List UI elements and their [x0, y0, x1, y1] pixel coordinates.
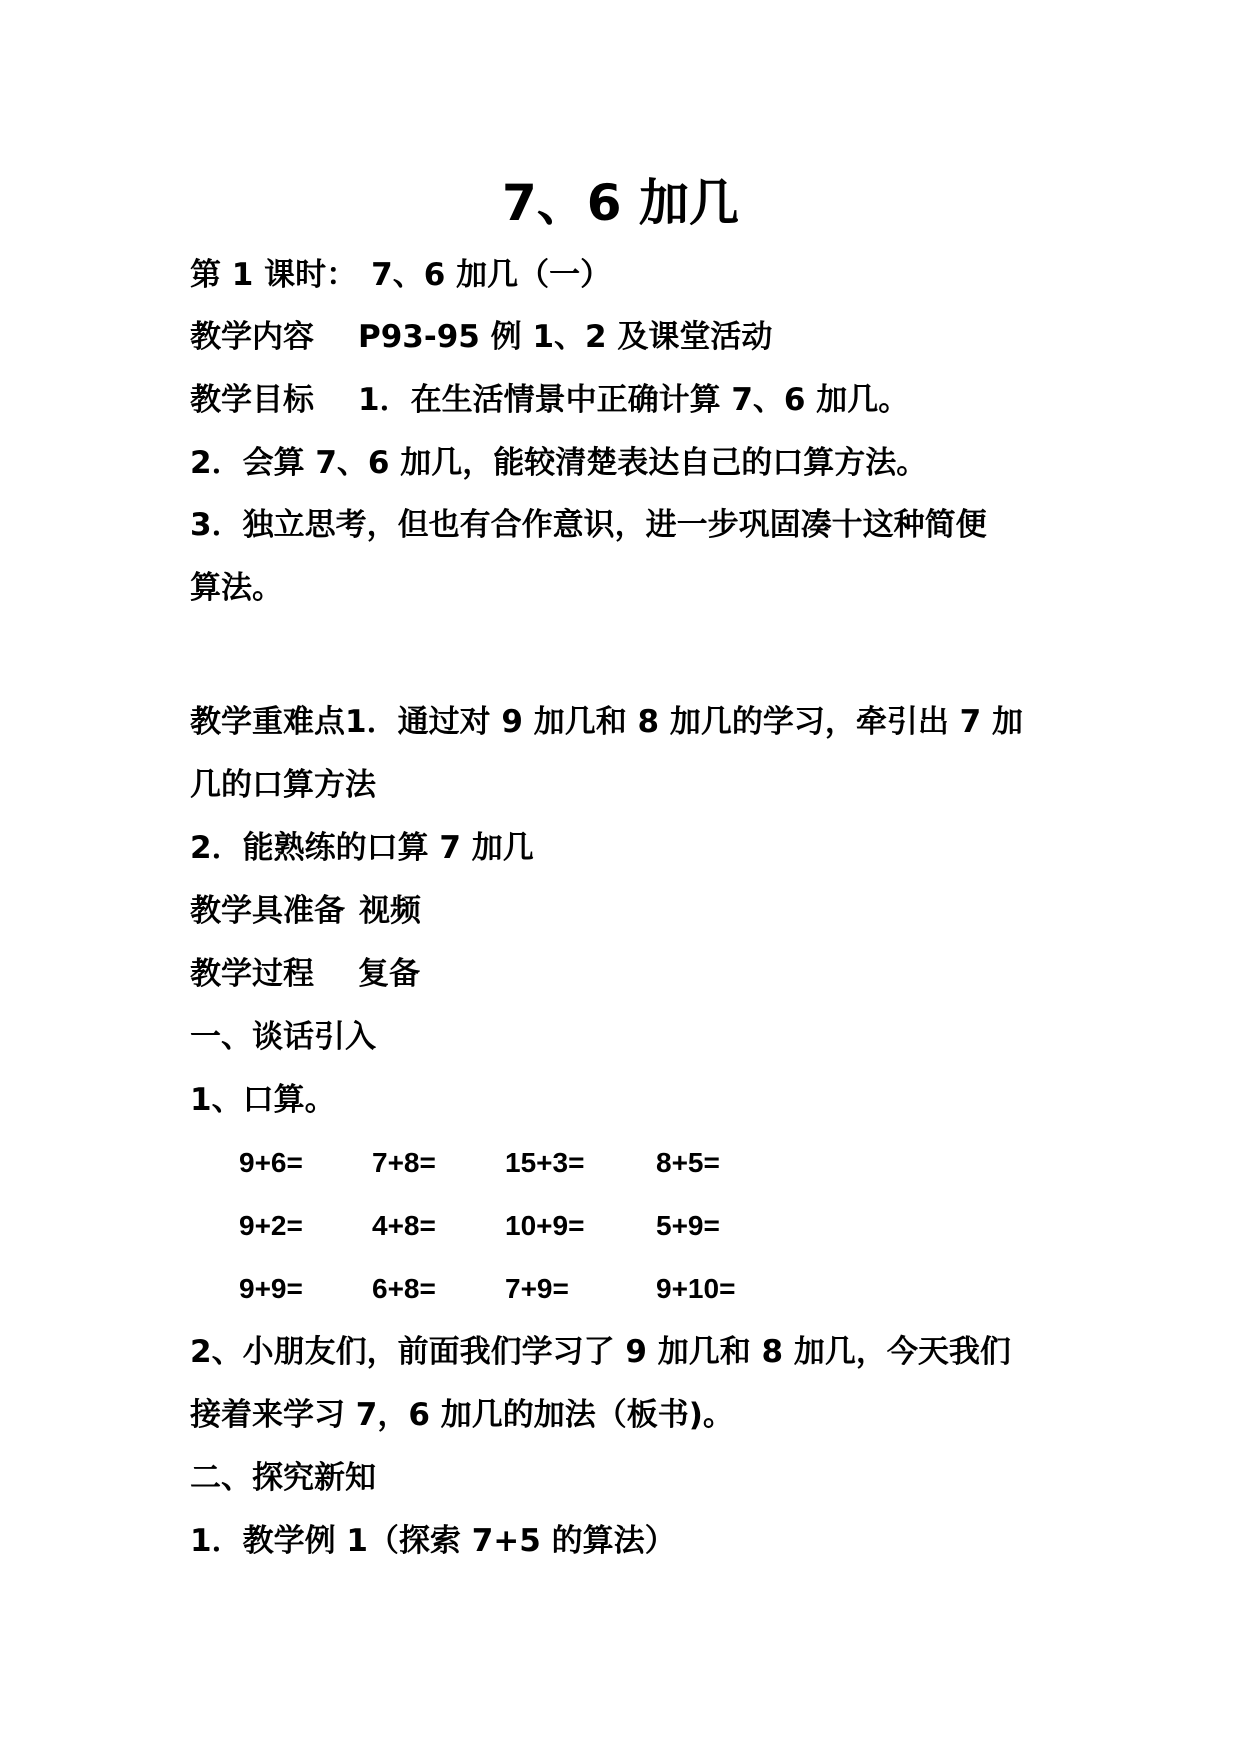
key-points-label: 教学重难点	[190, 704, 345, 740]
section2-item1: 1．教学例 1（探索 7+5 的算法）	[190, 1523, 676, 1559]
exercise-row	[0, 1267, 1241, 1311]
process-value: 复备	[358, 956, 420, 992]
goal-item-3-cont: 算法。	[190, 570, 283, 606]
section1-item2: 2、小朋友们，前面我们学习了 9 加几和 8 加几，今天我们	[190, 1334, 1011, 1370]
key-point-1-cont: 几的口算方法	[190, 767, 376, 803]
goal-item-1: 1．在生活情景中正确计算 7、6 加几。	[358, 382, 910, 418]
content-value: P93-95 例 1、2 及课堂活动	[358, 319, 773, 355]
exercise-item: 9+10=	[656, 1273, 736, 1304]
lesson-name: 7、6 加几（一）	[371, 257, 612, 293]
process-label: 教学过程	[190, 956, 314, 992]
section1-heading: 一、谈话引入	[190, 1019, 376, 1055]
materials-line	[190, 889, 1070, 933]
goals-label: 教学目标	[190, 382, 314, 418]
exercise-item: 7+8=	[372, 1147, 436, 1178]
exercise-item: 7+9=	[505, 1273, 569, 1304]
goal-item-3: 3．独立思考，但也有合作意识，进一步巩固凑十这种简便	[190, 507, 987, 543]
exercise-item: 5+9=	[656, 1210, 720, 1241]
exercise-row	[0, 1204, 1241, 1248]
document-title: 7、6 加几	[502, 174, 739, 232]
section2-heading: 二、探究新知	[190, 1460, 376, 1496]
exercise-item: 8+5=	[656, 1147, 720, 1178]
section1-item1: 1、口算。	[190, 1082, 336, 1118]
materials-value: 视频	[359, 893, 421, 929]
exercise-item: 9+9=	[239, 1273, 303, 1304]
exercise-item: 4+8=	[372, 1210, 436, 1241]
materials-label: 教学具准备	[190, 893, 345, 929]
exercise-item: 10+9=	[505, 1210, 585, 1241]
key-point-2: 2．能熟练的口算 7 加几	[190, 830, 534, 866]
lesson-label: 第 1 课时：	[190, 257, 358, 293]
exercise-item: 9+2=	[239, 1210, 303, 1241]
goal-item-2: 2．会算 7、6 加几，能较清楚表达自己的口算方法。	[190, 445, 928, 481]
goals-line	[190, 378, 1070, 422]
key-point-1: 1．通过对 9 加几和 8 加几的学习，牵引出 7 加	[345, 704, 1024, 740]
exercise-item: 6+8=	[372, 1273, 436, 1304]
exercise-row	[0, 1141, 1241, 1185]
content-label: 教学内容	[190, 319, 314, 355]
section1-item2-cont: 接着来学习 7，6 加几的加法（板书)。	[190, 1397, 734, 1433]
key-points-line	[190, 700, 1070, 744]
content-line	[190, 315, 1070, 359]
exercise-item: 9+6=	[239, 1147, 303, 1178]
exercise-item: 15+3=	[505, 1147, 585, 1178]
lesson-line	[190, 253, 1070, 297]
process-line	[190, 952, 1070, 996]
